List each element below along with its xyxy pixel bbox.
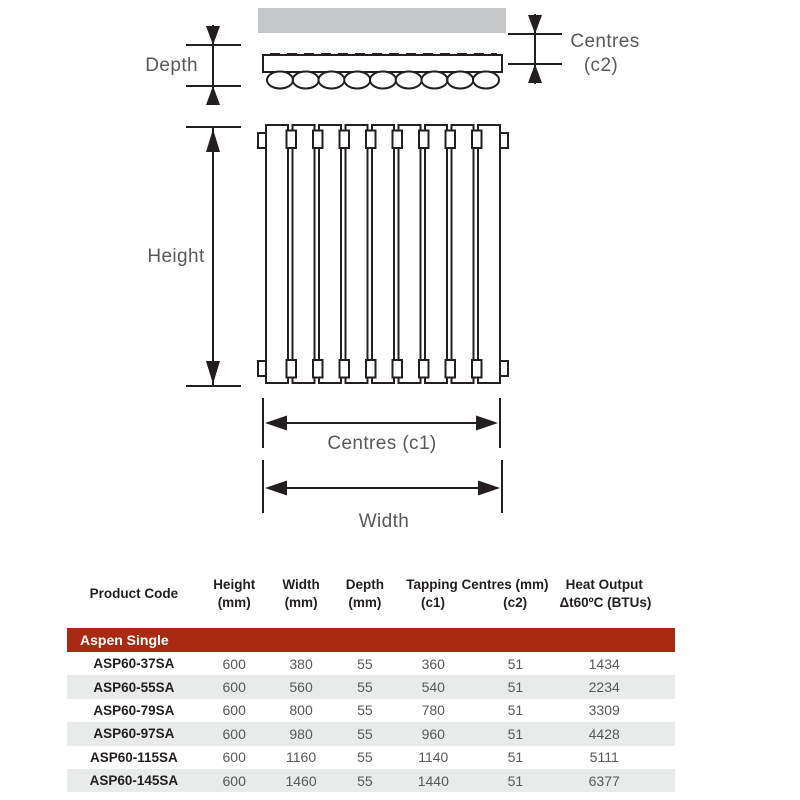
cell-depth: 55	[357, 749, 373, 766]
c2-arrow-bottom	[528, 64, 542, 83]
panel-connector-bottom	[366, 360, 376, 378]
centres-c1-dimension	[263, 398, 500, 454]
oval-tube	[447, 72, 473, 89]
oval-tube	[370, 72, 396, 89]
cell-depth: 55	[357, 679, 373, 696]
header-heat-line2: Δt60ºC (BTUs)	[559, 595, 652, 610]
panel-connector-bottom	[446, 360, 456, 378]
cell-c1: 1140	[418, 749, 449, 766]
panel-connector-bottom	[472, 360, 482, 378]
front-view	[258, 125, 508, 383]
radiator-panel	[372, 125, 394, 383]
header-c1: (c1)	[421, 595, 446, 610]
cell-height: 600	[222, 702, 246, 719]
cell-c2: 51	[507, 655, 524, 672]
width-dimension	[263, 460, 502, 532]
cell-depth: 55	[357, 655, 373, 672]
cell-btu: 3309	[588, 702, 620, 719]
height-label: Height	[147, 246, 205, 267]
header-depth	[335, 576, 396, 611]
oval-tube	[344, 72, 370, 89]
c2-arrow-top	[528, 15, 542, 34]
table-body	[67, 652, 675, 792]
oval-tube	[396, 72, 422, 89]
radiator-panel	[478, 125, 500, 383]
cell-width: 800	[289, 702, 313, 719]
oval-tube	[473, 72, 499, 89]
width-arrow-right	[478, 481, 500, 496]
header-width-line1: Width	[282, 577, 320, 593]
radiator-panel	[452, 125, 474, 383]
height-arrow-bottom	[206, 361, 220, 384]
cell-code: ASP60-97SA	[93, 726, 175, 742]
c1-arrow-left	[265, 416, 287, 431]
cell-height: 600	[222, 725, 246, 742]
cell-code: ASP60-55SA	[93, 679, 175, 695]
spec-table	[67, 572, 675, 792]
height-dimension	[147, 127, 241, 386]
oval-tube	[422, 72, 448, 89]
radiator-panel	[293, 125, 315, 383]
centres-c2-label-line1: Centres	[570, 31, 640, 52]
depth-arrow-bottom	[206, 86, 220, 105]
panel-connector-top	[340, 131, 350, 149]
cell-c1: 960	[421, 725, 445, 742]
cell-depth: 55	[357, 702, 373, 719]
header-height	[201, 576, 268, 611]
cell-c1: 540	[421, 679, 445, 696]
oval-tubes	[267, 72, 499, 89]
depth-label: Depth	[145, 55, 198, 76]
oval-tube	[293, 72, 319, 89]
header-product-code: Product Code	[89, 586, 179, 602]
depth-arrow-top	[206, 26, 220, 45]
cell-btu: 6377	[588, 772, 620, 789]
radiator-panel	[266, 125, 288, 383]
c1-arrow-right	[476, 416, 498, 431]
cell-c2: 51	[507, 749, 524, 766]
header-depth-line1: Depth	[345, 577, 385, 593]
header-width-line2: (mm)	[284, 595, 318, 610]
cell-height: 600	[222, 679, 246, 696]
header-depth-line2: (mm)	[348, 595, 382, 610]
cell-btu: 4428	[588, 725, 620, 742]
radiator-panel	[319, 125, 341, 383]
panel-connector-top	[472, 131, 482, 149]
cell-code: ASP60-115SA	[89, 749, 178, 765]
cell-code: ASP60-37SA	[93, 656, 175, 672]
header-height-line1: Height	[213, 577, 256, 593]
table-row	[67, 675, 675, 698]
cell-c2: 51	[507, 702, 524, 719]
radiator-top-panel	[263, 55, 502, 72]
header-heat-output	[559, 576, 675, 611]
header-c2: (c2)	[503, 595, 528, 610]
oval-tube	[319, 72, 345, 89]
panel-connector-top	[287, 131, 297, 149]
table-row	[67, 746, 675, 769]
cell-depth: 55	[357, 772, 373, 789]
cell-code: ASP60-145SA	[89, 773, 179, 789]
cell-width: 980	[289, 725, 313, 742]
header-tapping-centres	[395, 576, 559, 611]
panel-connector-top	[446, 131, 456, 149]
cell-c1: 780	[421, 702, 445, 719]
cell-btu: 2234	[588, 679, 620, 696]
top-view	[258, 8, 506, 89]
radiator-panel	[346, 125, 368, 383]
oval-tube	[267, 72, 293, 89]
width-arrow-left	[265, 481, 287, 496]
wall-bar	[258, 8, 506, 33]
cell-width: 380	[289, 655, 313, 672]
header-height-line2: (mm)	[217, 595, 251, 610]
panel-connector-top	[393, 131, 403, 149]
centres-c1-label: Centres (c1)	[327, 433, 437, 454]
depth-dimension	[145, 25, 241, 105]
table-row	[67, 699, 675, 722]
header-width	[268, 576, 335, 611]
cell-width: 1160	[286, 749, 317, 766]
panel-connector-bottom	[313, 360, 323, 378]
centres-c2-label-line2: (c2)	[583, 55, 619, 76]
centres-c2-dimension	[508, 14, 640, 84]
height-arrow-top	[206, 129, 220, 152]
section-title-bar: Aspen Single	[67, 628, 675, 652]
front-panels	[266, 125, 500, 383]
radiator-panel	[399, 125, 421, 383]
panel-connector-bottom	[287, 360, 297, 378]
cell-height: 600	[222, 749, 246, 766]
cell-width: 1460	[285, 772, 317, 789]
table-row	[67, 722, 675, 745]
header-tapping-sub	[395, 594, 559, 612]
panel-connector-top	[366, 131, 376, 149]
cell-depth: 55	[357, 725, 373, 742]
table-header-row	[67, 572, 675, 616]
cell-code: ASP60-79SA	[93, 702, 175, 718]
cell-btu: 5111	[589, 749, 619, 766]
cell-height: 600	[222, 655, 246, 672]
cell-height: 600	[222, 772, 246, 789]
cell-c2: 51	[507, 679, 524, 696]
panel-connector-bottom	[393, 360, 403, 378]
cell-c2: 51	[507, 725, 524, 742]
cell-c2: 51	[507, 772, 524, 789]
header-tapping-centres-title: Tapping Centres (mm)	[406, 577, 549, 593]
header-heat-line1: Heat Output	[565, 577, 643, 593]
table-row	[67, 652, 675, 675]
width-label: Width	[358, 511, 410, 532]
table-row	[67, 769, 675, 792]
cell-width: 560	[289, 679, 313, 696]
panel-connector-top	[419, 131, 429, 149]
radiator-panel	[425, 125, 447, 383]
panel-connector-bottom	[340, 360, 350, 378]
cell-c1: 1440	[417, 772, 449, 789]
cell-c1: 360	[421, 655, 445, 672]
cell-btu: 1434	[588, 655, 620, 672]
panel-connector-bottom	[419, 360, 429, 378]
panel-connector-top	[313, 131, 323, 149]
